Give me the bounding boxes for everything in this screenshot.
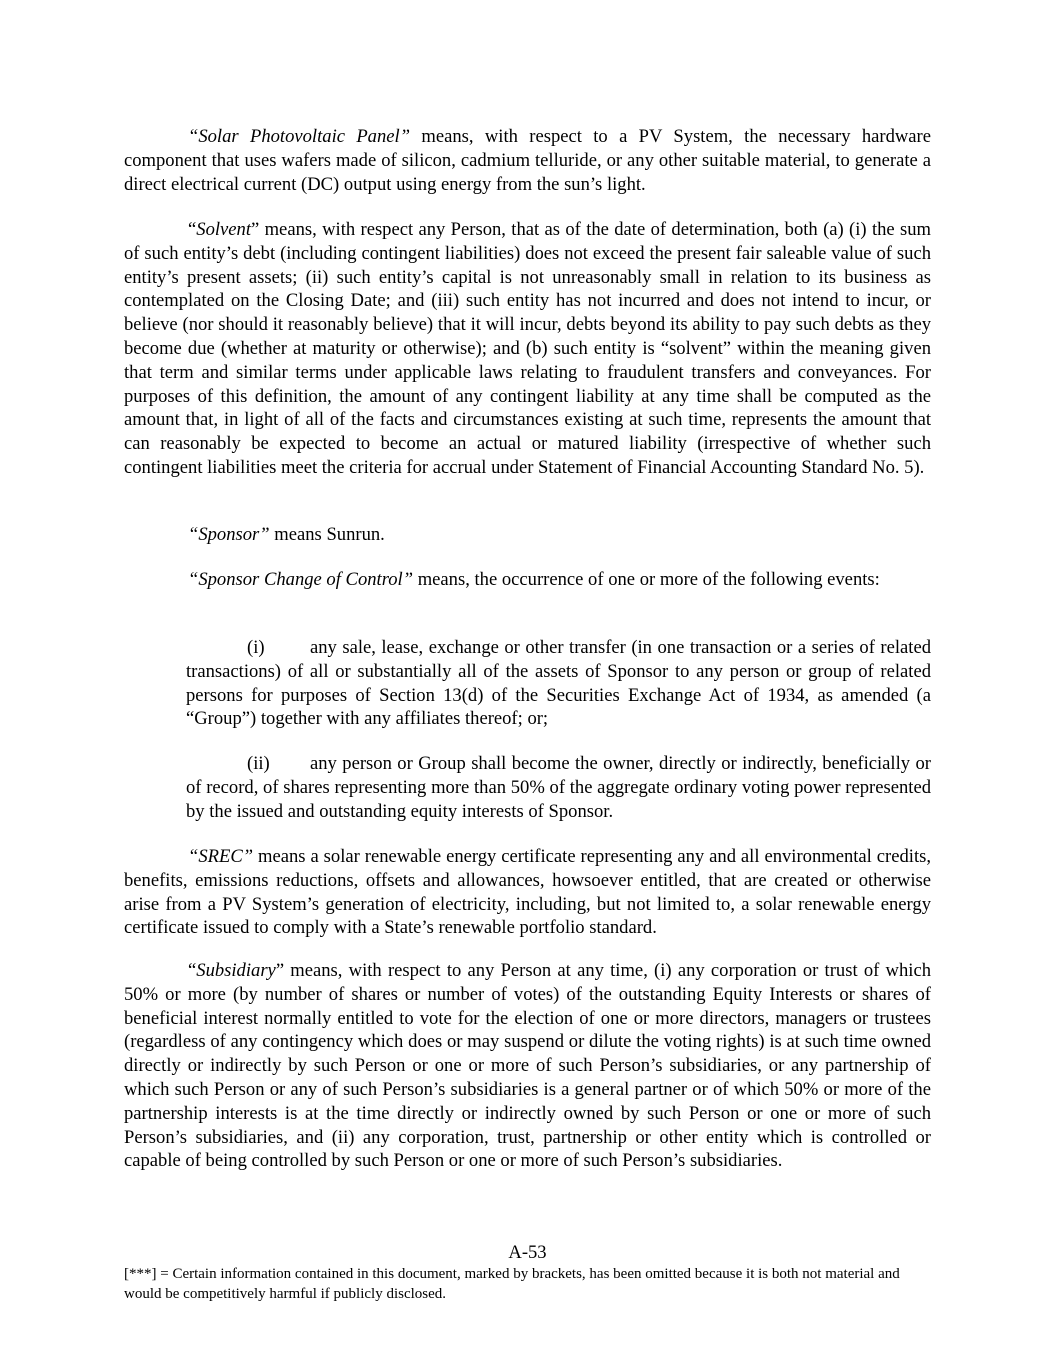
defined-term: “SREC” [188,846,254,867]
defined-term: Solvent [196,219,251,240]
definition-text: ” means, with respect any Person, that as of the date of determination, both (a) (i) the sum of such entity’s debt (including contingent liabilities) does not exceed the present fair saleable value of such entity’s present assets; (ii) such entity’s capital is not unreasonably small in relation to its business as contemplated on the Closing Date; and (iii) such entity has not incurred and does not intend to incur, or believe (nor should it reasonably believe) that it will incur, debts beyond its ability to pay such debts as they become due (whether at maturity or otherwise); and (b) such entity is “solvent” within the meaning given that term and similar terms under applicable laws relating to fraudulent transfers and conveyances. For purposes of this definition, the amount of any contingent liability at any time shall be computed as the amount that, in light of all of the facts and circumstances existing at such time, represents the amount that can reasonably be expected to become an actual or matured liability (irrespective of whether such contingent liabilities meet the criteria for accrual under Statement of Financial Accounting Standard No. 5). [124,219,931,478]
definition-text: means a solar renewable energy certificate representing any and all environmental credits, benefits, emissions reductions, offsets and allowances, howsoever entitled, that are created or otherwise arise from a PV System’s generation of electricity, including, but not limited to, a solar renewable energy certificate issued to comply with a State’s renewable portfolio standard. [124,846,931,939]
definition-solvent [124,218,931,480]
list-item [186,752,931,823]
definition-subsidiary [124,959,931,1173]
list-item-label: (i) [247,637,265,658]
definition-text: means, the occurrence of one or more of the following events: [413,569,880,590]
definition-text: means, with respect to a PV System, the necessary hardware component that uses wafers made of silicon, cadmium telluride, or any other suitable material, to generate a direct electrical current (DC) output using energy from the sun’s light. [124,126,932,195]
page-number: A-53 [508,1242,547,1263]
defined-term: “Sponsor” [188,524,270,545]
definition-sponsor [124,523,931,547]
definition-solar-photovoltaic-panel [124,125,931,196]
definition-srec [124,845,931,940]
list-item-text: any person or Group shall become the owner, directly or indirectly, beneficially or of record, of shares representing more than 50% of the aggregate ordinary voting power represented by the issued and outstanding equity interests of Sponsor. [186,753,931,822]
definition-sponsor-change-of-control [112,568,931,592]
definition-text: means Sunrun. [269,524,385,545]
definition-text: ” means, with respect to any Person at any time, (i) any corporation or trust of which 50% or more (by number of shares or number of votes) of the outstanding Equity Interests or shares of beneficial interest normally entitled to vote for the election of one or more directors, managers or trustees (regardless of any contingency which does or may suspend or dilute the voting rights) is at such time owned directly or indirectly by such Person or one or more of such Person’s subsidiaries, or any partnership of which such Person or any of such Person’s subsidiaries is a general partner or of which 50% or more of the partnership interests is at the time directly or indirectly owned by such Person or one or more of such Person’s subsidiaries, and (ii) any corporation, trust, partnership or other entity which is controlled or capable of being controlled by such Person or one or more of such Person’s subsidiaries. [124,960,931,1172]
defined-term: “Sponsor Change of Control” [188,569,414,590]
open-quote: “ [188,219,197,240]
defined-term: “Solar Photovoltaic Panel” [188,126,411,147]
list-item-text: any sale, lease, exchange or other transfer (in one transaction or a series of related transactions) of all or substantially all of the assets of Sponsor to any person or group of related persons for purposes of Section 13(d) of the Securities Exchange Act of 1934, as amended (a “Group”) together with any affiliates thereof; or; [186,637,931,730]
open-quote: “ [188,960,197,981]
footer-note: [***] = Certain information contained in this document, marked by brackets, has been omitted because it is both not material and would be competitively harmful if publicly disclosed. [124,1266,900,1302]
list-item-label: (ii) [247,753,270,774]
list-item [186,636,931,731]
defined-term: Subsidiary [196,960,276,981]
